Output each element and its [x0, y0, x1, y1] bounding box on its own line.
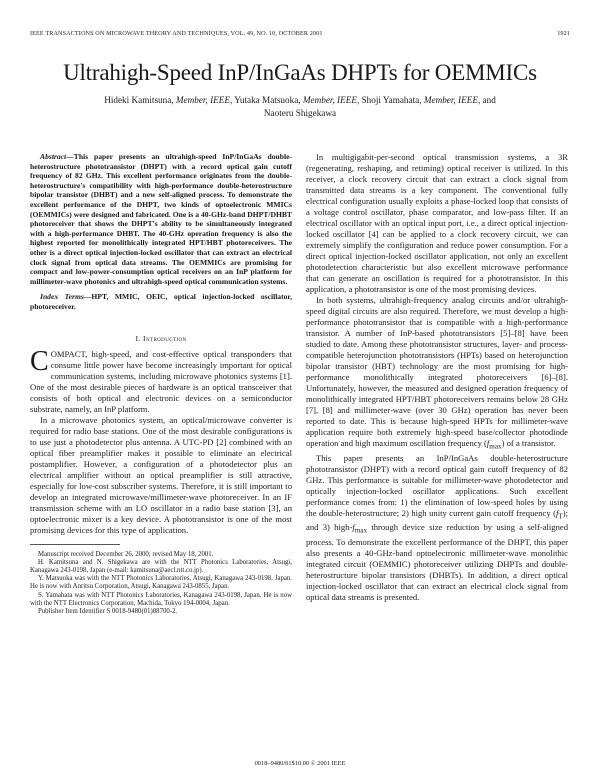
- index-terms-lead: Index Terms—: [40, 292, 92, 302]
- author-1: Hideki Kamitsuna,: [104, 95, 174, 105]
- footnote-authors-1: H. Kamitsuna and N. Shigekawa are with the NTT Photonics Laboratories, Atsugi, Kanagawa 243-0198, Japan (e-mail: kamitsuna@aecl.ntt.co.jp).: [30, 558, 292, 574]
- author-3-membership: Member, IEEE: [423, 95, 478, 105]
- right-column: [306, 152, 568, 603]
- intro-paragraph-1-text: OMPACT, high-speed, and cost-effective optical transponders that consume little power have become increasingly important for optical communication systems, including microwave photonics systems [1]. One of the most desirable pieces of hardware is an optical transceiver that consists of both optical and electronic devices on a semiconductor substrate, namely, an InP platform.: [30, 348, 292, 414]
- right-paragraph-1: In multigigabit-per-second optical transmission systems, a 3R (regenerating, reshaping, and retiming) optical receiver is utilized. In this receiver, a clock recovery circuit that can extract a clock signal from transmitted data streams is a key component. The conventional fully electrical configuration usually exploits a phase-locked loop that consists of a voltage control oscillator, phase comparator, and low-pass filter. If an electrical oscillator with an optical input port, i.e., a direct optical injection-locked oscillator [4] can be applied to a clock recovery circuit, we can extremely simplify the configuration and reduce power consumption. For a direct optical injection-locked oscillator application, not only an excellent photodetection characteristic but also excellent microwave performance that can generate an oscillation is required for a phototransistor. In this application, a phototransistor is one of the most promising devices.: [306, 152, 568, 294]
- footnote-divider: [30, 544, 120, 545]
- footnote-received: Manuscript received December 26, 2000; revised May 18, 2001.: [38, 550, 214, 558]
- right-paragraph-3-end: through device size reduction by using a self-aligned process. To demonstrate the excellent performance of the DHPT, this paper also presents a 40-GHz-band optoelectronic millimeter-wave monolithic integrated circuit (OEMMIC) photoreceiver utilizing DHPTs and double-heterostructure bipolar transistors (DHBTs). In addition, a direct optical injection-locked oscillator that can extract an electrical clock signal from optical data streams is presented.: [306, 522, 568, 603]
- author-1-membership: Member, IEEE: [175, 95, 230, 105]
- author-3: , Shoji Yamahata,: [356, 95, 422, 105]
- index-terms: [30, 292, 292, 311]
- abstract: [30, 152, 292, 286]
- drop-cap: C: [30, 345, 49, 377]
- paper-title: Ultrahigh-Speed InP/InGaAs DHPTs for OEMMICs: [63, 60, 537, 85]
- section-numeral: I.: [135, 333, 141, 343]
- running-head: [30, 30, 570, 37]
- right-paragraph-3: [306, 453, 568, 603]
- footnote-authors-2: Y. Matsuoka was with the NTT Photonics Laboratories, Atsugi, Kanagawa 243-0198, Japan. He is now with Anritsu Corporation, Atsugi, Kanagawa 243-0855, Japan.: [30, 575, 292, 591]
- author-list: [80, 94, 520, 119]
- right-paragraph-2-end: ) of a transistor.: [501, 438, 556, 448]
- fmax-symbol: f: [486, 438, 490, 448]
- fmax-subscript-2: max: [354, 527, 368, 536]
- footnotes: [30, 551, 292, 617]
- section-heading: [30, 334, 292, 343]
- abstract-lead: Abstract—: [40, 152, 74, 161]
- page-number: 1921: [557, 30, 570, 37]
- footnote-identifier: Publisher Item Identifier S 0018-9480(01)08700-2.: [38, 607, 178, 615]
- author-conjunction: , and: [477, 95, 496, 105]
- author-2-membership: Member, IEEE: [302, 95, 357, 105]
- fmax-subscript: max: [489, 442, 502, 451]
- right-paragraph-2-text: In both systems, ultrahigh-frequency analog circuits and/or ultrahigh-speed digital circuits are also required. Therefore, we must develop a high-performance phototransistor that is compatible with a high-performance transistor. A number of InP-based phototransistors [5]–[8] have been studied to date. Among these phototransistor structures, layer- and process-compatible heterojunction phototransistors (HPTs) based on heterojunction bipolar transistor (HBT) technology are the most promising for high-performance monolithically integrated photoreceivers [6]–[8]. Unfortunately, however, the measured and designed operation frequency of monolithically integrated HPT/HBT photoreceivers remains below 28 GHz [7], [8] and millimeter-wave (over 30 GHz) operation has never been reported to date. This is because high-speed HPTs for millimeter-wave application require both extremely high-speed base/collector photodiode operation and high maximum oscillation frequency (: [306, 295, 568, 448]
- fmax-symbol-2: f: [352, 522, 355, 533]
- footnote-authors-3: S. Yamahata was with NTT Photonics Laboratories, Kanagawa 243-0198, Japan. He is now with the NTT Electronics Corporation, Machida, Tokyo 194-0004, Japan.: [30, 591, 292, 607]
- section-title: Introduction: [143, 333, 187, 343]
- intro-paragraph-2: In a microwave photonics system, an optical/microwave converter is required for radio base stations. One of the most desirable configurations is to use just a photodetector plus antenna. A UTC-PD [2] combined with an optical fiber preamplifier makes it possible to eliminate an electrical postamplifier. However, a configuration of a photodetector plus an electrical amplifier without an optical preamplifier is still attractive, especially for low-cost subscriber systems. Therefore, it is still important to develop an integrated microwave/millimeter-wave photoreceiver. In an IF transmission scheme with an LO oscillator in a radio base station [3], an optoelectronic mixer is a key device. A phototransistor is one of the most promising devices for this type of application.: [30, 414, 292, 535]
- right-paragraph-3-mid: ); and 3) high-: [306, 507, 568, 533]
- abstract-text: This paper presents an ultrahigh-speed InP/InGaAs double-heterostructure phototransistor (DHPT) with a record optical gain cutoff frequency of 82 GHz. This excellent performance originates from the double-heterostructure's compatibility with high-performance double-heterostructure bipolar transistor (DHBT) and a new self-aligned process. To demonstrate the excellent performance of the DHPT, two kinds of optoelectronic MMICs (OEMMICs) were designed and fabricated. One is a 40-GHz-band DHPT/DHBT photoreceiver that shows the DHPT's ability to be simultaneously integrated with a high-performance DHBT. The 40-GHz operation frequency is also the highest reported for monolithically integrated HPT/HBT photoreceivers. The other is a direct optical injection-locked oscillator that can extract an electrical clock signal from optical data streams. The OEMMICs are promising for compact and low-power-consumption optical receivers on an InP platform for millimeter-wave photonics and ultrahigh-speed optical communication systems.: [30, 152, 292, 286]
- intro-paragraph-1: [30, 345, 292, 415]
- journal-name: IEEE TRANSACTIONS ON MICROWAVE THEORY AND TECHNIQUES, VOL. 49, NO. 10, OCTOBER 2001: [30, 30, 323, 37]
- left-column: [30, 152, 292, 616]
- copyright-footer: 0018–9480/01$10.00 © 2001 IEEE: [254, 760, 346, 767]
- right-paragraph-3-text: This paper presents an InP/InGaAs double-heterostructure phototransistor (DHPT) with a record optical gain cutoff frequency of 82 GHz. This performance is suitable for millimeter-wave photodetector and optically injection-locked oscillator applications. Such excellent performance comes from: 1) the elimination of low-speed holes by using the double-heterostructure; 2) high unity current gain cutoff frequency (: [306, 452, 568, 518]
- author-4: Naoteru Shigekawa: [263, 107, 337, 118]
- ft-symbol: f: [555, 507, 559, 518]
- ft-subscript: T: [558, 512, 563, 521]
- index-terms-text: HPT, MMIC, OEIC, optical injection-locked oscillator, photoreceiver.: [30, 292, 292, 311]
- right-paragraph-2: [306, 295, 568, 453]
- author-2: , Yutaka Matsuoka,: [229, 95, 301, 105]
